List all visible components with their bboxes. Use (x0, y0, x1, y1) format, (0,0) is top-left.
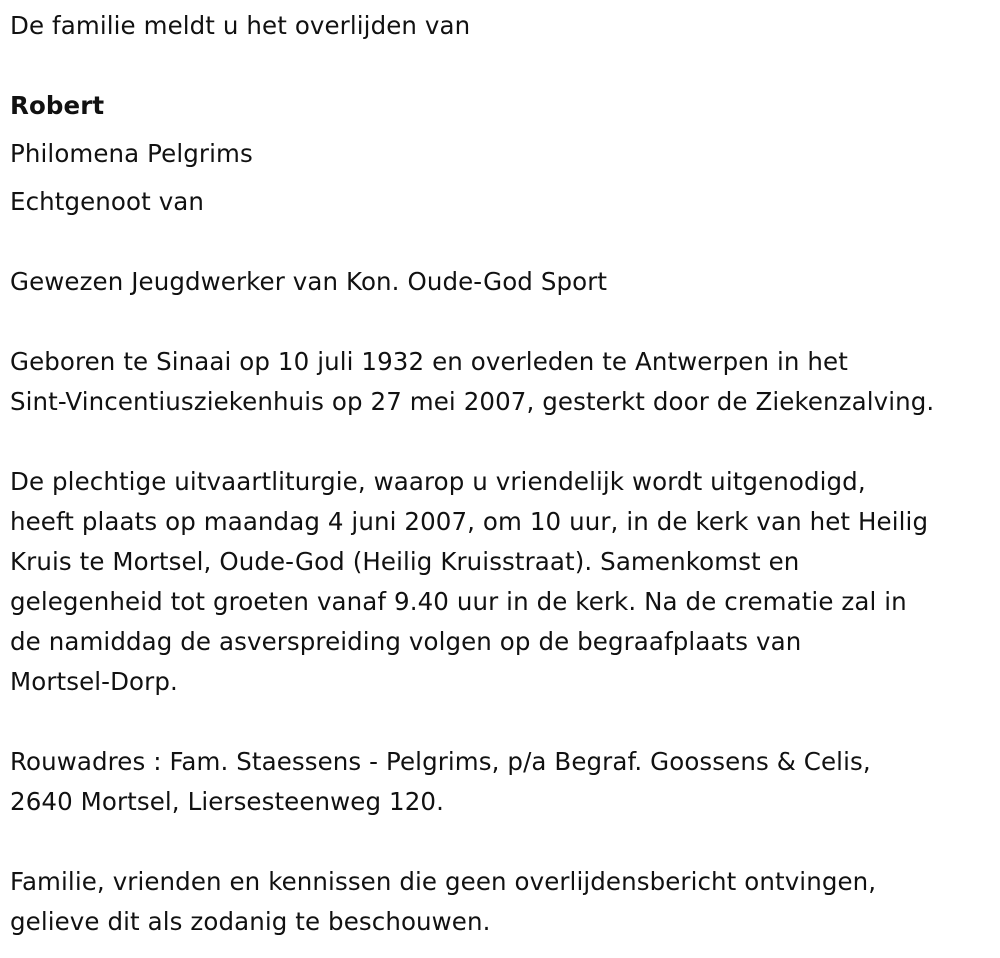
address-line: Rouwadres : Fam. Staessens - Pelgrims, p/a Begraf. Goossens & Celis, (10, 747, 871, 776)
birth-death-line: Geboren te Sinaai op 10 juli 1932 en overleden te Antwerpen in het (10, 347, 848, 376)
deceased-first-name: Robert (10, 91, 105, 120)
funeral-line: Kruis te Mortsel, Oude-God (Heilig Kruisstraat). Samenkomst en (10, 547, 800, 576)
funeral-line: de namiddag de asverspreiding volgen op de begraafplaats van (10, 627, 802, 656)
funeral-line: gelegenheid tot groeten vanaf 9.40 uur in de kerk. Na de crematie zal in (10, 587, 907, 616)
closing-line: Familie, vrienden en kennissen die geen overlijdensbericht ontvingen, (10, 867, 877, 896)
birth-death-line: Sint-Vincentiusziekenhuis op 27 mei 2007, gesterkt door de Ziekenzalving. (10, 387, 935, 416)
funeral-line: Mortsel-Dorp. (10, 667, 178, 696)
closing-line: gelieve dit als zodanig te beschouwen. (10, 907, 491, 936)
intro-text: De familie meldt u het overlijden van (10, 11, 471, 40)
partner-name: Philomena Pelgrims (10, 139, 253, 168)
role-text: Gewezen Jeugdwerker van Kon. Oude-God Sport (10, 267, 608, 296)
relation-text: Echtgenoot van (10, 187, 205, 216)
address-line: 2640 Mortsel, Liersesteenweg 120. (10, 787, 444, 816)
funeral-line: De plechtige uitvaartliturgie, waarop u vriendelijk wordt uitgenodigd, (10, 467, 866, 496)
funeral-line: heeft plaats op maandag 4 juni 2007, om 10 uur, in de kerk van het Heilig (10, 507, 929, 536)
